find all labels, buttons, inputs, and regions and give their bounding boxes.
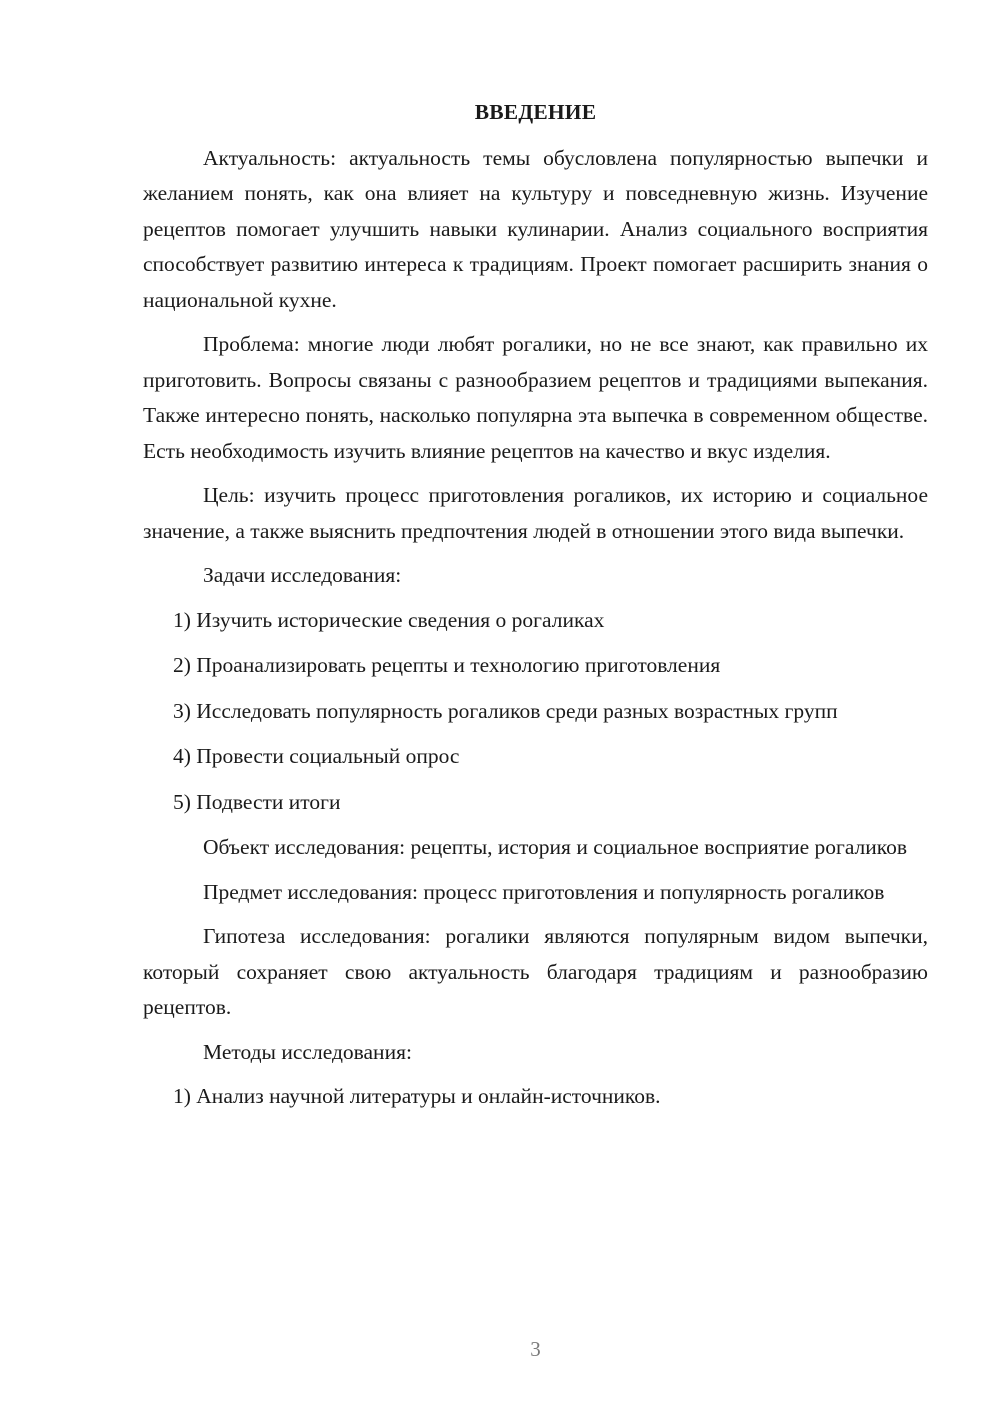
paragraph-goal: Цель: изучить процесс приготовления рогаликов, их историю и социальное значение, а также выяснить предпочтения людей в отношении этого вида выпечки. [143,483,928,543]
task-item-5: 5) Подвести итоги [173,789,341,814]
task-item-3: 3) Исследовать популярность рогаликов среди разных возрастных групп [173,698,838,723]
paragraph-subject: Предмет исследования: процесс приготовления и популярность рогаликов [203,879,885,904]
paragraph-problem: Проблема: многие люди любят рогалики, но не все знают, как правильно их приготовить. Вопросы связаны с разнообразием рецептов и традициями выпекания. Также интересно понять, насколько популярна эта выпечка в современном обществе. Есть необходимость изучить влияние рецептов на качество и вкус изделия. [143,332,928,463]
section-title: ВВЕДЕНИЕ [474,100,597,124]
task-item-4: 4) Провести социальный опрос [173,744,460,768]
task-item-1: 1) Изучить исторические сведения о рогаликах [173,607,605,632]
method-item-1: 1) Анализ научной литературы и онлайн-источников. [173,1084,661,1108]
page-number: 3 [530,1337,541,1361]
tasks-heading: Задачи исследования: [203,563,402,587]
methods-heading: Методы исследования: [203,1039,412,1064]
paragraph-object: Объект исследования: рецепты, история и социальное восприятие рогаликов [203,835,908,859]
paragraph-relevance: Актуальность: актуальность темы обусловлена популярностью выпечки и желанием понять, как она влияет на культуру и повседневную жизнь. Изучение рецептов помогает улучшить навыки кулинарии. Анализ социального восприятия способствует развитию интереса к традициям. Проект помогает расширить знания о национальной кухне. [143,145,928,312]
paragraph-hypothesis: Гипотеза исследования: рогалики являются популярным видом выпечки, который сохраняет свою актуальность благодаря традициям и разнообразию рецептов. [143,924,928,1019]
task-item-2: 2) Проанализировать рецепты и технологию приготовления [173,653,721,677]
